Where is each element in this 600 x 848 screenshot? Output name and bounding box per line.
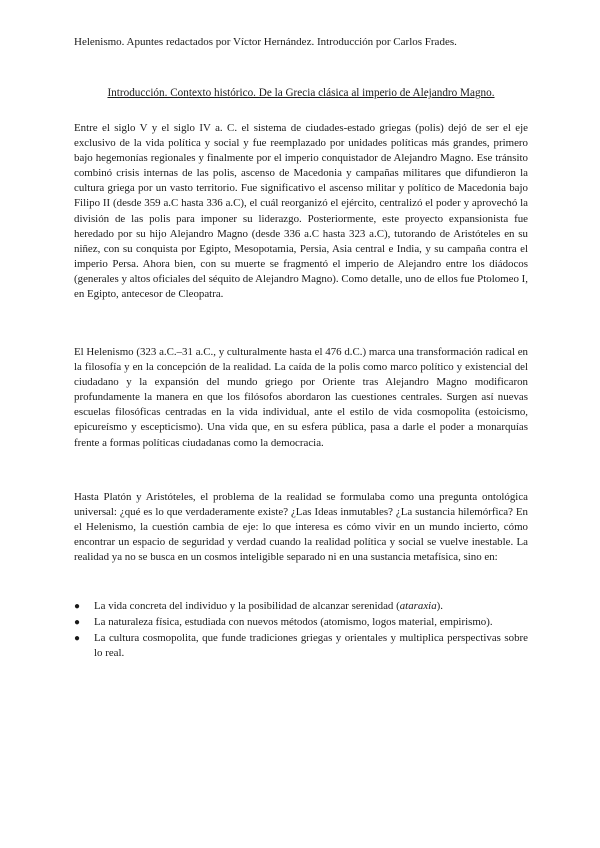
document-header: Helenismo. Apuntes redactados por Víctor Hernández. Introducción por Carlos Frades. [74, 36, 457, 48]
emphasis-ataraxia: ataraxia [399, 600, 437, 612]
bullet-icon: ● [74, 601, 81, 612]
paragraph-reality-problem: Hasta Platón y Aristóteles, el problema de la realidad se formulaba como una pregunta ontológica universal: ¿qué es lo que verdaderamente existe? ¿Las Ideas inmutables? ¿La sustancia hilemórfica? En el Helenismo, la cuestión cambia de eje: lo que interesa es cómo vivir en un mundo incierto, cómo encontrar un espacio de seguridad y verdad cuando la realidad política y social se vuelve inestable. La realidad ya no se busca en un cosmos inteligible separado ni en una sustancia metafísica, sino en: [74, 491, 528, 564]
bullet-list [74, 599, 528, 661]
list-item: ● La cultura cosmopolita, que funde tradiciones griegas y orientales y multiplica perspectivas sobre lo real. [74, 632, 528, 660]
bullet-icon: ● [74, 617, 81, 629]
paragraph-historical-context: Entre el siglo V y el siglo IV a. C. el sistema de ciudades-estado griegas (polis) dejó de ser el eje exclusivo de la vida política y social y fue reemplazado por unidades políticas más grandes, primero bajo hegemonías regionales y finalmente por el imperio conquistador de Alejandro Magno. Ese tránsito combinó crisis internas de las polis, ascenso de Macedonia y campañas militares que difundieron la cultura griega por un vasto territorio. Fue significativo el ascenso militar y político de Macedonia bajo Filipo II (desde 359 a.C hasta 336 a.C), el cuál reorganizó el ejército, centralizó el poder y aprovechó la división de las polis para imponer su liderazgo. Posteriormente, este proyecto expansionista fue heredado por su hijo Alejandro Magno (desde 336 a.C hasta 323 a.C), tutorando de Aristóteles en su niñez, con su conquista por Egipto, Mesopotamia, Persia, Asia central e India, y su campaña contra el imperio Persa. Ahora bien, con su muerte se fragmentó el imperio de Alejandro entre los diádocos (generales y altos oficiales del séquito de Alejandro Magno). Como detalle, uno de ellos fue Ptolomeo I, en Egipto, antecesor de Cleopatra. [74, 122, 528, 301]
paragraph-hellenism: El Helenismo (323 a.C.–31 a.C., y culturalmente hasta el 476 d.C.) marca una transformación radical en la filosofía y en la concepción de la realidad. La caída de la polis como marco político y existencial del ciudadano y la expansión del mundo griego por Oriente tras Alejandro Magno modificaron profundamente la manera en que los filósofos abordaron las cuestiones centrales. Surgen así nuevas escuelas filosóficas centradas en la vida individual, ante el estilo de vida cosmopolita (estoicismo, epicureísmo y escepticismo). Una vida que, en su esfera pública, pasa a darle el poder a monarquías frente a formas políticas ciudadanas como la democracia. [74, 346, 528, 449]
section-title: Introducción. Contexto histórico. De la Grecia clásica al imperio de Alejandro Magno. [107, 87, 495, 99]
bullet-icon: ● [74, 633, 81, 645]
list-item: ● La naturaleza física, estudiada con nuevos métodos (atomismo, logos material, empirismo). [74, 615, 528, 630]
list-item: ● La vida concreta del individuo y la posibilidad de alcanzar serenidad (ataraxia). [74, 599, 528, 614]
